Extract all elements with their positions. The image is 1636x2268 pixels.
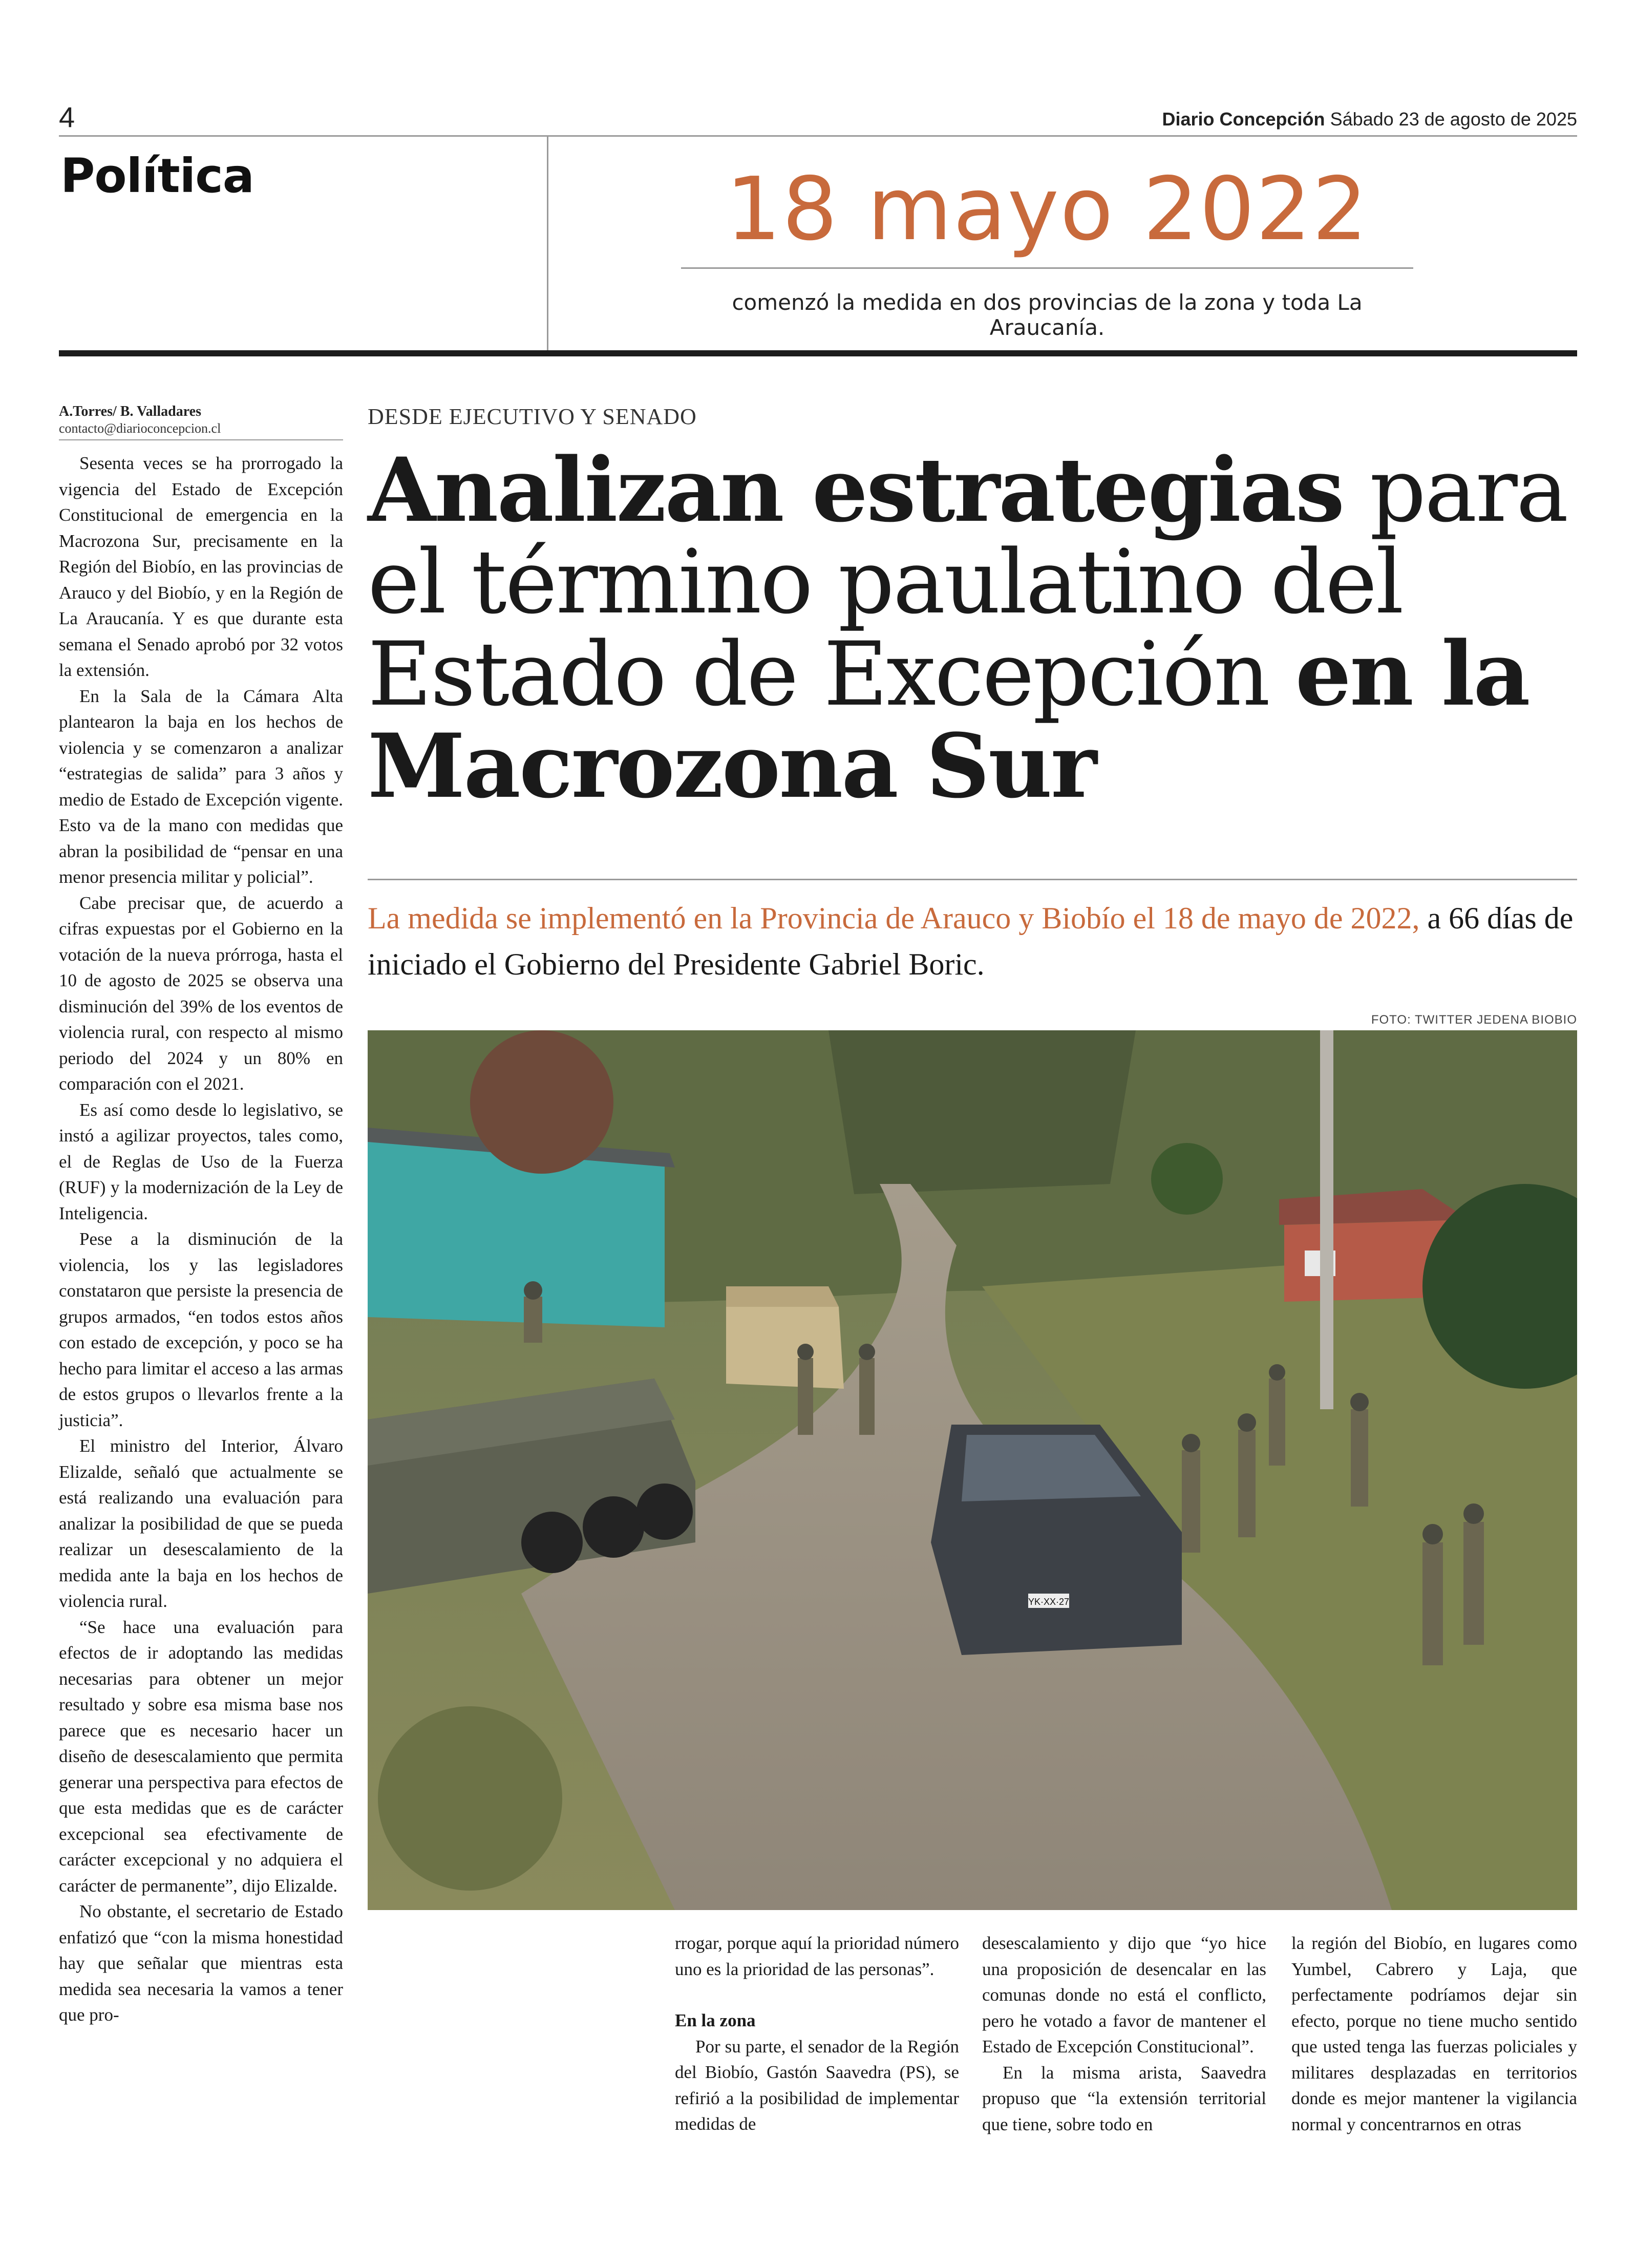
highlight-rule <box>681 267 1413 269</box>
photo-credit: FOTO: TWITTER JEDENA BIOBIO <box>1371 1013 1577 1027</box>
paragraph: El ministro del Interior, Álvaro Elizalde, señaló que actualmente se está realizando una evaluación para analizar la posibilidad de que se pueda realizar un desescalamiento de la medida ante la baja en los hechos de violencia rural. <box>59 1436 343 1611</box>
paragraph: En la Sala de la Cámara Alta plantearon la baja en los hechos de violencia y se comenzaron a analizar “estrategias de salida” para 3 años y medio de Estado de Excepción vigente. Esto va de la mano con medidas que abran la posibilidad de “pensar en una menor presencia militar y policial”. <box>59 686 343 887</box>
license-plate: YK·XX·27 <box>1028 1597 1070 1607</box>
paragraph: No obstante, el secretario de Estado enfatizó que “con la misma honestidad hay que señalar que mientras esta medida sea necesaria la vamos a tener que pro- <box>59 1901 343 2025</box>
paragraph: Sesenta veces se ha prorrogado la vigencia del Estado de Excepción Constitucional de emergencia en la Macrozona Sur, precisamente en la Región del Biobío, en las provincias de Arauco y del Biobío, y en la Región de La Araucanía. Y es que durante esta semana el Senado aprobó por 32 votos la extensión. <box>59 453 343 680</box>
issue-date: Sábado 23 de agosto de 2025 <box>1330 109 1577 130</box>
subheading: En la zona <box>675 2010 756 2030</box>
article-column-2 <box>675 1931 959 2137</box>
headline-bold-2: en la Macrozona Sur <box>368 621 1529 818</box>
paragraph: Es así como desde lo legislativo, se instó a agilizar proyectos, tales como, el de Reglas de Uso de la Fuerza (RUF) y la modernización de la Ley de Inteligencia. <box>59 1099 343 1223</box>
headline-regular: para el término paulatino del Estado de Excepción <box>368 439 1567 726</box>
paragraph: Por su parte, el senador de la Región del Biobío, Gastón Saavedra (PS), se refirió a la posibilidad de implementar medidas de <box>675 2036 959 2134</box>
page-number: 4 <box>59 101 75 133</box>
header-divider <box>547 136 548 350</box>
byline-authors: A.Torres/ B. Valladares <box>59 404 201 419</box>
article-column-4 <box>1291 1931 1577 2137</box>
paragraph: En la misma arista, Saavedra propuso que “la extensión territorial que tiene, sobre todo en <box>982 2062 1266 2134</box>
headline <box>368 438 1576 818</box>
section-title: Política <box>60 149 254 203</box>
headline-bold-1: Analizan estrategias <box>368 438 1344 542</box>
paragraph: Cabe precisar que, de acuerdo a cifras expuestas por el Gobierno en la votación de la nueva prórroga, hasta el 10 de agosto de 2025 se observa una disminución del 39% de los eventos de violencia rural, con respecto al mismo periodo del 2024 y un 80% en comparación con el 2021. <box>59 893 343 1094</box>
lead-highlight: La medida se implementó en la Provincia de Arauco y Biobío el 18 de mayo de 2022, <box>368 901 1420 935</box>
byline-rule <box>59 439 343 440</box>
paragraph: Pese a la disminución de la violencia, los y las legisladores constataron que persiste la presencia de grupos armados, “en todos estos años con estado de excepción, y poco se ha hecho para limitar el acceso a las armas de estos grupos o llevarlos frente a la justicia”. <box>59 1229 343 1430</box>
heavy-rule <box>59 350 1577 356</box>
highlight-caption: comenzó la medida en dos provincias de la zona y toda La Araucanía. <box>732 290 1363 340</box>
lead-paragraph <box>368 895 1577 987</box>
lead-rest: a 66 días de iniciado el Gobierno del Presidente Gabriel Boric. <box>368 901 1574 981</box>
header-rule <box>59 135 1577 137</box>
byline-email: contacto@diarioconcepcion.cl <box>59 421 221 436</box>
article-column-1 <box>59 451 343 2028</box>
kicker: DESDE EJECUTIVO Y SENADO <box>368 404 697 429</box>
lead-rule <box>368 879 1577 880</box>
paragraph: “Se hace una evaluación para efectos de ir adoptando las medidas necesarias para obtener un mejor resultado y sobre esa misma base nos parece que es necesario hacer un diseño de desescalamiento que permita generar una perspectiva para efectos de que esta medidas que es de carácter excepcional sea efectivamente de carácter excepcional y no adquiera el carácter de permanente”, dijo Elizalde. <box>59 1617 343 1896</box>
masthead <box>1162 109 1578 130</box>
paragraph: desescalamiento y dijo que “yo hice una proposición de desencalar en las comunas donde no está el conflicto, pero he votado a favor de mantener el Estado de Excepción Constitucional”. <box>982 1933 1266 2057</box>
news-photo <box>368 1030 1577 1910</box>
paragraph: la región del Biobío, en lugares como Yumbel, Cabrero y Laja, que perfectamente podríamos dejar sin efecto, porque no tiene mucho sentido que usted tenga las fuerzas policiales y militares desplazadas en territorios donde es mejor mantener la vigilancia normal y concentrarnos en otras <box>1291 1933 1577 2134</box>
paper-name: Diario Concepción <box>1162 109 1325 130</box>
paragraph: rrogar, porque aquí la prioridad número uno es la prioridad de las personas”. <box>675 1933 959 1979</box>
highlight-date: 18 mayo 2022 <box>726 159 1369 260</box>
article-column-3 <box>982 1931 1266 2137</box>
